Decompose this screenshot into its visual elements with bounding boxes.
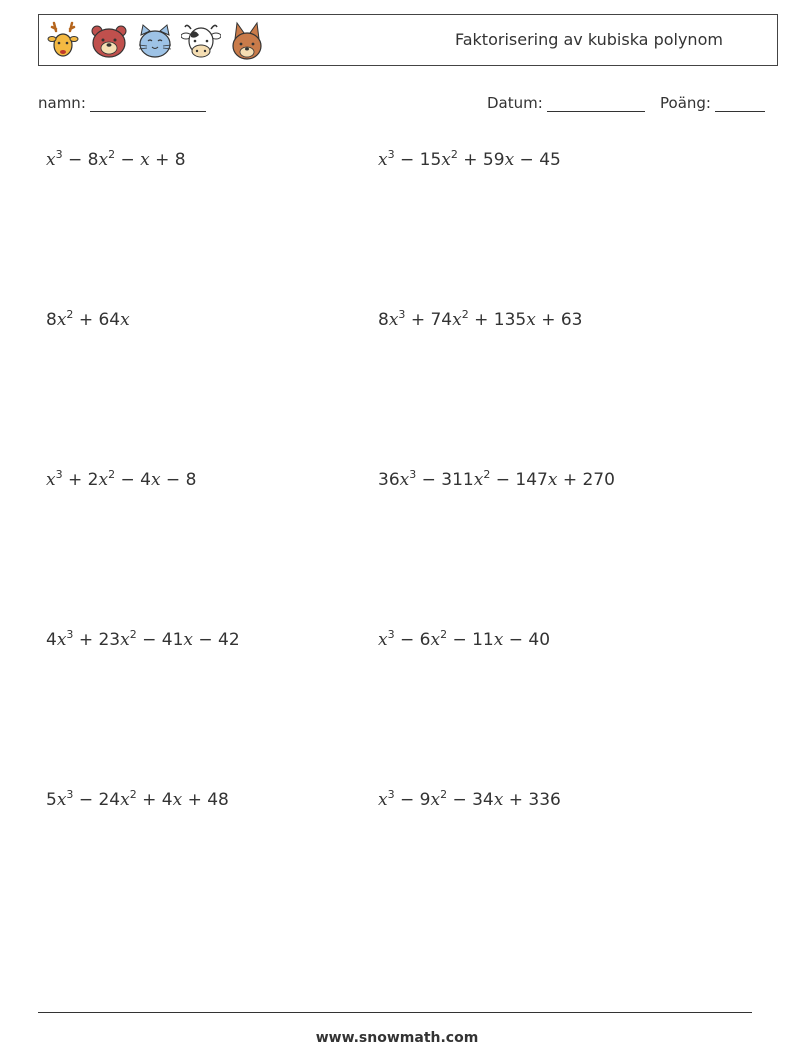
exponent: 3 [66,628,74,641]
exponent: 2 [129,788,137,801]
term-text: − 15 [394,150,442,170]
term-text: + 74 [405,310,453,330]
term-text: 8 [46,310,57,330]
term-text: 5 [46,790,57,810]
variable: x [98,150,109,170]
variable: x [120,790,130,810]
exponent: 3 [55,148,63,161]
variable: x [493,790,504,810]
variable: x [399,470,410,490]
date-label: Datum: [487,94,543,112]
term-text: + 2 [62,470,99,490]
variable: x [46,470,56,490]
variable: x [504,150,515,170]
term-text: + 270 [557,470,615,490]
name-field[interactable] [38,94,206,112]
footer-url[interactable]: www.snowmath.com [315,1030,479,1046]
problem-7 [46,630,240,650]
variable: x [46,150,56,170]
term-text: − 40 [503,630,551,650]
variable: x [378,150,388,170]
problem-6 [378,470,615,490]
term-text: + 336 [503,790,561,810]
term-text: − 45 [514,150,561,170]
term-text: − 6 [394,630,431,650]
term-text: + 59 [457,150,505,170]
exponent: 2 [66,308,74,321]
variable: x [388,310,399,330]
variable: x [378,790,388,810]
term-text: − 8 [160,470,197,490]
term-text: + 63 [535,310,583,330]
variable: x [56,310,67,330]
variable: x [98,470,109,490]
term-text: − 11 [447,630,494,650]
problem-4 [378,310,582,330]
variable: x [547,470,558,490]
exponent: 2 [450,148,458,161]
exponent: 2 [129,628,137,641]
date-blank[interactable] [547,95,645,112]
problem-5 [46,470,196,490]
problem-2 [378,150,561,170]
variable: x [120,630,130,650]
term-text: + 64 [73,310,121,330]
score-field[interactable] [660,94,765,112]
score-label: Poäng: [660,94,711,112]
footer-divider [38,1012,752,1013]
variable: x [441,150,451,170]
exponent: 2 [108,468,116,481]
variable: x [430,630,441,650]
term-text: 36 [378,470,400,490]
problem-8 [378,630,550,650]
exponent: 2 [440,628,448,641]
deer-icon [45,19,81,63]
header-box [38,14,778,66]
problem-1 [46,150,186,170]
term-text: − 311 [416,470,474,490]
cow-icon [181,19,221,63]
term-text: − 9 [394,790,431,810]
variable: x [473,470,484,490]
exponent: 3 [387,628,395,641]
variable: x [172,790,183,810]
exponent: 3 [409,468,417,481]
variable: x [430,790,441,810]
score-blank[interactable] [715,95,765,112]
problem-10 [378,790,561,810]
date-field[interactable] [487,94,645,112]
exponent: 2 [108,148,116,161]
variable: x [150,470,161,490]
term-text: − 34 [447,790,494,810]
fox-icon [227,19,267,63]
exponent: 2 [440,788,448,801]
variable: x [56,790,67,810]
term-text: + 135 [468,310,527,330]
variable: x [378,630,388,650]
term-text: − 41 [136,630,184,650]
variable: x [452,310,462,330]
exponent: 3 [387,148,395,161]
cat-icon [135,19,175,63]
term-text: 4 [46,630,57,650]
term-text: − 42 [192,630,240,650]
variable: x [140,150,150,170]
exponent: 3 [55,468,63,481]
problem-3 [46,310,130,330]
term-text: + 23 [73,630,121,650]
term-text: + 4 [136,790,173,810]
term-text: 8 [378,310,389,330]
variable: x [120,310,130,330]
worksheet-title: Faktorisering av kubiska polynom [455,30,723,49]
variable: x [493,630,504,650]
name-blank[interactable] [90,95,206,112]
exponent: 3 [398,308,406,321]
term-text: − 24 [73,790,121,810]
term-text: − 4 [115,470,151,490]
problem-9 [46,790,229,810]
term-text: − 8 [62,150,99,170]
exponent: 2 [461,308,469,321]
term-text: − 147 [490,470,548,490]
variable: x [56,630,67,650]
name-label: namn: [38,94,86,112]
term-text: − [115,150,141,170]
exponent: 2 [483,468,491,481]
variable: x [183,630,193,650]
term-text: + 8 [149,150,186,170]
term-text: + 48 [182,790,229,810]
bear-icon [89,19,129,63]
exponent: 3 [387,788,395,801]
variable: x [526,310,536,330]
exponent: 3 [66,788,74,801]
